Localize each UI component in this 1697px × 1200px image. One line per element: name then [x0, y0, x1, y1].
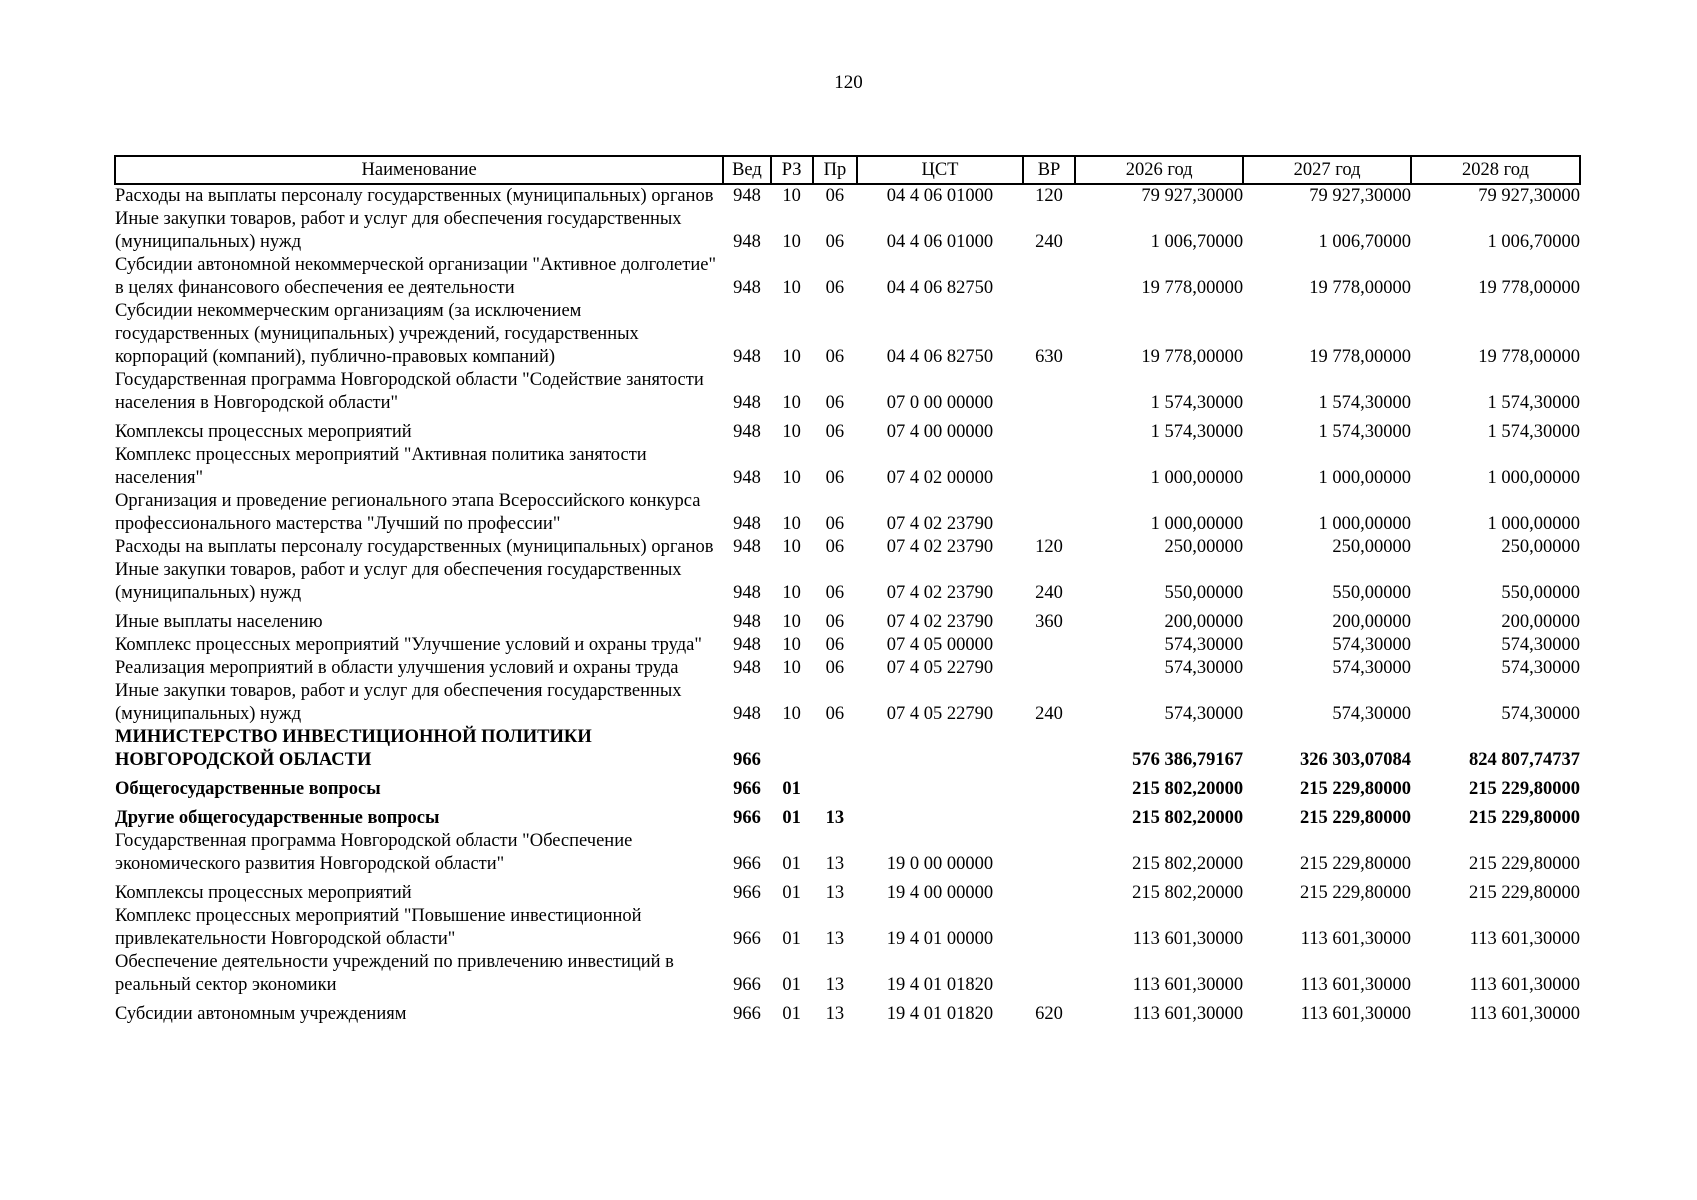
cell-2028: 574,30000: [1501, 658, 1580, 678]
cell-2026: 576 386,79167: [1132, 750, 1244, 770]
cell-2027: 1 000,00000: [1318, 514, 1411, 534]
cell-2026: 550,00000: [1164, 583, 1244, 603]
cell-vr: 120: [1035, 186, 1063, 206]
cell-2028: 1 000,00000: [1487, 468, 1580, 488]
cell-pr: 06: [825, 704, 845, 724]
budget-table: [114, 155, 1581, 1026]
cell-vr: [1023, 772, 1075, 801]
cell-2028: 574,30000: [1501, 635, 1580, 655]
table-row: [115, 536, 1580, 559]
cell-2027: 1 574,30000: [1318, 393, 1411, 413]
cell-2027: 574,30000: [1332, 704, 1411, 724]
cell-ved: 948: [733, 537, 761, 557]
cell-pr: [813, 772, 857, 801]
cell-rz: 10: [782, 278, 801, 298]
table-row: [115, 208, 1580, 254]
cell-name: Иные закупки товаров, работ и услуг для обеспечения государственных (муниципальных) нужд: [115, 560, 682, 603]
cell-2027: 215 229,80000: [1300, 854, 1411, 874]
cell-pr: 06: [825, 232, 845, 252]
table-row: [115, 184, 1580, 208]
cell-name: Общегосударственные вопросы: [115, 779, 381, 799]
cell-cst: 19 0 00 00000: [886, 854, 994, 874]
cell-name: МИНИСТЕРСТВО ИНВЕСТИЦИОННОЙ ПОЛИТИКИ НОВГОРОДСКОЙ ОБЛАСТИ: [115, 727, 592, 770]
cell-vr: 120: [1035, 537, 1063, 557]
cell-vr: [1023, 369, 1075, 415]
cell-ved: 948: [733, 422, 761, 442]
cell-2026: 200,00000: [1164, 612, 1244, 632]
cell-cst: 07 4 02 23790: [886, 514, 994, 534]
cell-2028: 19 778,00000: [1478, 347, 1580, 367]
cell-name: Обеспечение деятельности учреждений по привлечению инвестиций в реальный сектор экономики: [115, 952, 674, 995]
cell-2027: 550,00000: [1332, 583, 1411, 603]
table-row: [115, 657, 1580, 680]
cell-2026: 574,30000: [1164, 635, 1244, 655]
cell-2027: 200,00000: [1332, 612, 1411, 632]
cell-rz: 10: [782, 514, 801, 534]
cell-rz: 10: [782, 612, 801, 632]
cell-name: Иные закупки товаров, работ и услуг для обеспечения государственных (муниципальных) нужд: [115, 681, 682, 724]
table-body: [115, 184, 1580, 1026]
cell-2026: 79 927,30000: [1141, 186, 1244, 206]
cell-ved: 948: [733, 612, 761, 632]
cell-ved: 948: [733, 468, 761, 488]
cell-2026: 113 601,30000: [1132, 975, 1244, 995]
cell-cst: 07 4 05 22790: [886, 658, 994, 678]
table-row: [115, 634, 1580, 657]
cell-vr: [1023, 634, 1075, 657]
cell-2027: 19 778,00000: [1309, 347, 1411, 367]
cell-2026: 250,00000: [1164, 537, 1244, 557]
header-cst: ЦСТ: [857, 156, 1023, 184]
table-row: [115, 444, 1580, 490]
cell-cst: 19 4 01 01820: [886, 975, 994, 995]
cell-2028: 19 778,00000: [1478, 278, 1580, 298]
cell-rz: 10: [782, 468, 801, 488]
table-row: [115, 876, 1580, 905]
header-2027: 2027 год: [1243, 156, 1411, 184]
cell-cst: [857, 726, 1023, 772]
cell-2027: 215 229,80000: [1300, 883, 1411, 903]
cell-name: Субсидии автономным учреждениям: [115, 1004, 407, 1024]
cell-cst: 19 4 01 01820: [886, 1004, 994, 1024]
header-rz: РЗ: [771, 156, 813, 184]
cell-pr: 13: [825, 883, 845, 903]
cell-2026: 215 802,20000: [1132, 779, 1244, 799]
cell-2028: 113 601,30000: [1469, 1004, 1580, 1024]
table-row: [115, 559, 1580, 605]
cell-rz: [771, 726, 813, 772]
table-row: [115, 369, 1580, 415]
cell-ved: 966: [733, 929, 761, 949]
cell-cst: 07 4 00 00000: [886, 422, 994, 442]
table-row: [115, 830, 1580, 876]
cell-name: Комплексы процессных мероприятий: [115, 883, 412, 903]
cell-2027: 250,00000: [1332, 537, 1411, 557]
cell-2026: 19 778,00000: [1141, 347, 1244, 367]
cell-ved: 948: [733, 635, 761, 655]
cell-2026: 215 802,20000: [1132, 808, 1244, 828]
cell-ved: 948: [733, 393, 761, 413]
cell-2027: 326 303,07084: [1300, 750, 1411, 770]
cell-ved: 966: [733, 750, 761, 770]
table-row: [115, 490, 1580, 536]
cell-name: Комплекс процессных мероприятий "Активная политика занятости населения": [115, 445, 647, 488]
cell-rz: 01: [782, 929, 801, 949]
cell-name: Субсидии некоммерческим организациям (за исключением государственных (муниципальных) учреждений, государственных корпораций (компаний), публично-правовых компаний): [115, 301, 639, 367]
cell-pr: 13: [825, 808, 845, 828]
cell-vr: [1023, 801, 1075, 830]
cell-name: Реализация мероприятий в области улучшения условий и охраны труда: [115, 658, 679, 678]
cell-2027: 215 229,80000: [1300, 808, 1411, 828]
cell-ved: 948: [733, 232, 761, 252]
cell-vr: [1023, 254, 1075, 300]
cell-name: Государственная программа Новгородской области "Содействие занятости населения в Новгородской области": [115, 370, 704, 413]
cell-pr: 06: [825, 537, 845, 557]
header-ved: Вед: [723, 156, 770, 184]
cell-rz: 01: [782, 808, 801, 828]
cell-name: Государственная программа Новгородской области "Обеспечение экономического развития Новгородской области": [115, 831, 633, 874]
cell-vr: 240: [1035, 583, 1063, 603]
header-name: Наименование: [115, 156, 723, 184]
cell-rz: 01: [782, 854, 801, 874]
cell-rz: 10: [782, 704, 801, 724]
cell-cst: 19 4 01 00000: [886, 929, 994, 949]
cell-pr: 06: [825, 468, 845, 488]
cell-cst: 04 4 06 82750: [886, 347, 994, 367]
cell-2028: 215 229,80000: [1469, 808, 1580, 828]
cell-vr: [1023, 905, 1075, 951]
header-vr: ВР: [1023, 156, 1075, 184]
cell-rz: 01: [782, 779, 801, 799]
cell-cst: [857, 772, 1023, 801]
cell-vr: 240: [1035, 232, 1063, 252]
cell-pr: 06: [825, 635, 845, 655]
cell-name: Комплекс процессных мероприятий "Улучшение условий и охраны труда": [115, 635, 702, 655]
cell-pr: 13: [825, 929, 845, 949]
cell-ved: 948: [733, 347, 761, 367]
cell-2028: 1 574,30000: [1487, 393, 1580, 413]
cell-2026: 113 601,30000: [1132, 929, 1244, 949]
cell-vr: [1023, 726, 1075, 772]
table-row: [115, 726, 1580, 772]
cell-2027: 19 778,00000: [1309, 278, 1411, 298]
cell-rz: 10: [782, 186, 801, 206]
cell-2027: 1 006,70000: [1318, 232, 1411, 252]
cell-2027: 113 601,30000: [1300, 929, 1411, 949]
table-row: [115, 951, 1580, 997]
cell-vr: [1023, 415, 1075, 444]
cell-vr: 240: [1035, 704, 1063, 724]
cell-ved: 966: [733, 883, 761, 903]
cell-rz: 10: [782, 583, 801, 603]
table-row: [115, 997, 1580, 1026]
cell-ved: 966: [733, 779, 761, 799]
cell-2028: 824 807,74737: [1469, 750, 1580, 770]
cell-2028: 215 229,80000: [1469, 779, 1580, 799]
cell-2026: 574,30000: [1164, 658, 1244, 678]
cell-2028: 250,00000: [1501, 537, 1580, 557]
cell-cst: 07 4 02 23790: [886, 612, 994, 632]
cell-name: Комплекс процессных мероприятий "Повышение инвестиционной привлекательности Новгородской области": [115, 906, 642, 949]
cell-vr: [1023, 444, 1075, 490]
cell-rz: 10: [782, 232, 801, 252]
cell-vr: [1023, 876, 1075, 905]
cell-2026: 215 802,20000: [1132, 854, 1244, 874]
cell-vr: 360: [1035, 612, 1063, 632]
cell-2026: 215 802,20000: [1132, 883, 1244, 903]
cell-2027: 215 229,80000: [1300, 779, 1411, 799]
cell-name: Иные закупки товаров, работ и услуг для обеспечения государственных (муниципальных) нужд: [115, 209, 682, 252]
cell-cst: 04 4 06 01000: [886, 186, 994, 206]
cell-ved: 948: [733, 186, 761, 206]
cell-ved: 966: [733, 854, 761, 874]
cell-2028: 1 574,30000: [1487, 422, 1580, 442]
table-row: [115, 680, 1580, 726]
cell-cst: 07 4 02 23790: [886, 583, 994, 603]
cell-2027: 1 574,30000: [1318, 422, 1411, 442]
cell-2026: 1 000,00000: [1150, 514, 1244, 534]
cell-ved: 966: [733, 1004, 761, 1024]
table-row: [115, 905, 1580, 951]
cell-pr: 06: [825, 186, 845, 206]
cell-cst: 04 4 06 82750: [886, 278, 994, 298]
cell-vr: [1023, 830, 1075, 876]
cell-2028: 215 229,80000: [1469, 854, 1580, 874]
cell-2026: 1 574,30000: [1150, 422, 1244, 442]
cell-2028: 1 000,00000: [1487, 514, 1580, 534]
cell-2028: 550,00000: [1501, 583, 1580, 603]
cell-pr: 06: [825, 278, 845, 298]
cell-2028: 113 601,30000: [1469, 929, 1580, 949]
header-pr: Пр: [813, 156, 857, 184]
table-row: [115, 415, 1580, 444]
cell-pr: 06: [825, 658, 845, 678]
cell-vr: 620: [1035, 1004, 1063, 1024]
cell-pr: 13: [825, 975, 845, 995]
header-2028: 2028 год: [1411, 156, 1580, 184]
cell-2026: 1 574,30000: [1150, 393, 1244, 413]
cell-2028: 200,00000: [1501, 612, 1580, 632]
cell-ved: 948: [733, 514, 761, 534]
cell-cst: 19 4 00 00000: [886, 883, 994, 903]
cell-2026: 19 778,00000: [1141, 278, 1244, 298]
cell-ved: 948: [733, 704, 761, 724]
cell-cst: 07 4 02 23790: [886, 537, 994, 557]
cell-2027: 574,30000: [1332, 635, 1411, 655]
cell-rz: 10: [782, 635, 801, 655]
cell-ved: 948: [733, 658, 761, 678]
cell-pr: 06: [825, 393, 845, 413]
cell-vr: [1023, 657, 1075, 680]
cell-pr: [813, 726, 857, 772]
cell-2026: 574,30000: [1164, 704, 1244, 724]
cell-2026: 113 601,30000: [1132, 1004, 1244, 1024]
cell-ved: 948: [733, 583, 761, 603]
cell-rz: 10: [782, 347, 801, 367]
table-row: [115, 254, 1580, 300]
cell-rz: 10: [782, 422, 801, 442]
cell-pr: 13: [825, 1004, 845, 1024]
cell-ved: 966: [733, 975, 761, 995]
cell-cst: 07 4 02 00000: [886, 468, 994, 488]
table-row: [115, 772, 1580, 801]
cell-cst: 07 4 05 00000: [886, 635, 994, 655]
cell-rz: 10: [782, 658, 801, 678]
cell-2026: 1 000,00000: [1150, 468, 1244, 488]
cell-name: Иные выплаты населению: [115, 612, 323, 632]
cell-rz: 10: [782, 393, 801, 413]
cell-2028: 215 229,80000: [1469, 883, 1580, 903]
header-2026: 2026 год: [1075, 156, 1243, 184]
table-header: [115, 156, 1580, 184]
cell-name: Комплексы процессных мероприятий: [115, 422, 412, 442]
cell-name: Другие общегосударственные вопросы: [115, 808, 440, 828]
cell-pr: 13: [825, 854, 845, 874]
cell-name: Расходы на выплаты персоналу государственных (муниципальных) органов: [115, 537, 714, 557]
cell-ved: 966: [733, 808, 761, 828]
cell-name: Субсидии автономной некоммерческой организации "Активное долголетие" в целях финансового обеспечения ее деятельности: [115, 255, 716, 298]
cell-cst: 07 0 00 00000: [886, 393, 994, 413]
cell-rz: 01: [782, 883, 801, 903]
cell-ved: 948: [733, 278, 761, 298]
cell-vr: [1023, 951, 1075, 997]
cell-pr: 06: [825, 422, 845, 442]
cell-2028: 79 927,30000: [1478, 186, 1580, 206]
cell-vr: [1023, 490, 1075, 536]
cell-cst: 04 4 06 01000: [886, 232, 994, 252]
cell-2027: 113 601,30000: [1300, 975, 1411, 995]
cell-pr: 06: [825, 514, 845, 534]
cell-2026: 1 006,70000: [1150, 232, 1244, 252]
cell-cst: 07 4 05 22790: [886, 704, 994, 724]
cell-2028: 574,30000: [1501, 704, 1580, 724]
cell-2027: 574,30000: [1332, 658, 1411, 678]
cell-pr: 06: [825, 347, 845, 367]
cell-2027: 79 927,30000: [1309, 186, 1411, 206]
page-number: 120: [834, 72, 863, 93]
cell-2028: 1 006,70000: [1487, 232, 1580, 252]
cell-name: Расходы на выплаты персоналу государственных (муниципальных) органов: [115, 186, 714, 206]
cell-vr: 630: [1035, 347, 1063, 367]
cell-name: Организация и проведение регионального этапа Всероссийского конкурса профессионального мастерства "Лучший по профессии": [115, 491, 701, 534]
table-row: [115, 300, 1580, 369]
cell-pr: 06: [825, 612, 845, 632]
cell-rz: 01: [782, 1004, 801, 1024]
cell-rz: 10: [782, 537, 801, 557]
table-row: [115, 605, 1580, 634]
table-row: [115, 801, 1580, 830]
cell-2028: 113 601,30000: [1469, 975, 1580, 995]
cell-cst: [857, 801, 1023, 830]
cell-2027: 113 601,30000: [1300, 1004, 1411, 1024]
cell-pr: 06: [825, 583, 845, 603]
cell-2027: 1 000,00000: [1318, 468, 1411, 488]
cell-rz: 01: [782, 975, 801, 995]
